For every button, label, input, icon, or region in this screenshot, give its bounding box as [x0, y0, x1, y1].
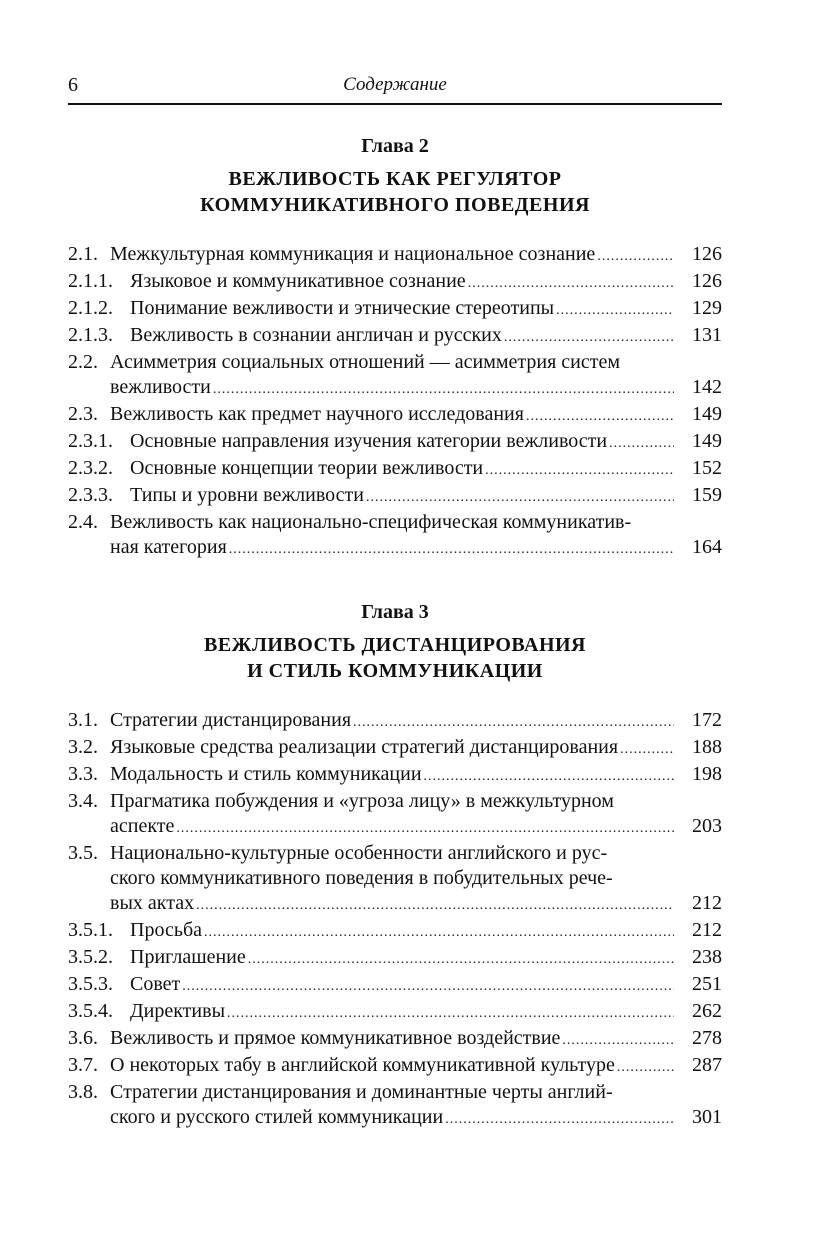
toc-entry-title: Национально-культурные особенности английского и рус- [110, 842, 608, 864]
toc-entry-page: 142 [692, 376, 722, 398]
toc-entry-page: 126 [692, 270, 722, 292]
dot-leader [353, 710, 674, 735]
toc-list [68, 242, 722, 562]
toc-entry-number: 3.5.3. [68, 973, 113, 995]
toc-entry [68, 708, 722, 735]
toc-entry-page: 149 [692, 403, 722, 425]
header-rule [68, 103, 722, 105]
toc-entry-body [110, 841, 676, 866]
toc-entry [68, 269, 722, 296]
toc-entry-number: 3.5. [68, 842, 98, 864]
toc-entry [68, 402, 722, 429]
toc-entry-body [130, 945, 676, 972]
dot-leader [204, 920, 674, 945]
dot-leader [468, 271, 674, 296]
toc-entry-title: Межкультурная коммуникация и национальное сознание [110, 243, 596, 265]
toc-entry-body [130, 296, 676, 323]
toc-entry-line [68, 510, 722, 535]
toc-entry-title: Прагматика побуждения и «угроза лицу» в межкультурном [110, 790, 614, 812]
toc-entry-page: 159 [692, 484, 722, 506]
toc-entry [68, 735, 722, 762]
toc-entry [68, 762, 722, 789]
toc-entry-title: Вежливость и прямое коммуникативное воздействие [110, 1027, 561, 1049]
toc-entry-body [110, 866, 676, 891]
toc-entry-title: Понимание вежливости и этнические стереотипы [130, 297, 555, 319]
toc-entry-body [110, 402, 676, 429]
toc-entry-number: 2.3. [68, 403, 98, 425]
toc-entry [68, 429, 722, 456]
toc-entry [68, 918, 722, 945]
toc-entry-page: 212 [692, 919, 722, 941]
toc-entry-page: 129 [692, 297, 722, 319]
toc-entry-line [68, 891, 722, 918]
toc-entry-number: 2.3.1. [68, 430, 113, 452]
page-number: 6 [68, 74, 78, 96]
toc-entry-page: 126 [692, 243, 722, 265]
toc-entry-title: вежливости [110, 376, 211, 398]
toc-entry-title: Основные направления изучения категории вежливости [130, 430, 608, 452]
toc-entry-body [110, 1053, 676, 1080]
toc-entry-number: 3.5.1. [68, 919, 113, 941]
toc-entry-line [68, 535, 722, 562]
toc-entry-body [110, 1080, 676, 1105]
chapter-title [68, 632, 722, 684]
chapter-label: Глава 2 [361, 135, 429, 157]
toc-entry-page: 149 [692, 430, 722, 452]
toc-entry-title: Языковые средства реализации стратегий дистанцирования [110, 736, 619, 758]
toc-entry-page: 262 [692, 1000, 722, 1022]
toc-entry-body [110, 708, 676, 735]
dot-leader [485, 458, 674, 483]
toc-entry-line [68, 866, 722, 891]
chapter-title-line: И СТИЛЬ КОММУНИКАЦИИ [247, 660, 543, 682]
dot-leader [176, 816, 674, 841]
chapter-label: Глава 3 [361, 601, 429, 623]
toc-entry-page: 212 [692, 892, 722, 914]
toc-entry [68, 510, 722, 562]
chapter-title-line: ВЕЖЛИВОСТЬ ДИСТАНЦИРОВАНИЯ [203, 634, 586, 656]
toc-entry-number: 2.1. [68, 243, 98, 265]
toc-entry-title: Вежливость в сознании англичан и русских [130, 324, 502, 346]
toc-entry-number: 3.5.2. [68, 946, 113, 968]
toc-entry-line [68, 789, 722, 814]
toc-entry [68, 483, 722, 510]
toc-entry-line [68, 1080, 722, 1105]
dot-leader [424, 764, 674, 789]
toc-entry-page: 164 [692, 536, 722, 558]
toc-entry-body [110, 762, 676, 789]
toc-entry-title: Стратегии дистанцирования [110, 709, 352, 731]
toc-entry-number: 2.3.3. [68, 484, 113, 506]
toc-entry-page: 188 [692, 736, 722, 758]
dot-leader [620, 737, 674, 762]
toc-entry-title: Вежливость как национально-специфическая коммуникатив- [110, 511, 632, 533]
dot-leader [609, 431, 674, 456]
toc-entry-title: ского коммуникативного поведения в побудительных рече- [110, 867, 613, 889]
toc-entry-line [68, 1105, 722, 1132]
dot-leader [196, 893, 674, 918]
toc-entry-title: аспекте [110, 815, 175, 837]
toc-entry-number: 3.4. [68, 790, 98, 812]
toc-entry-body [130, 483, 676, 510]
toc-entry-title: Языковое и коммуникативное сознание [130, 270, 466, 292]
toc-entry-number: 2.4. [68, 511, 98, 533]
toc-entry-page: 172 [692, 709, 722, 731]
toc-entry-body [130, 269, 676, 296]
toc-entry-body [130, 918, 676, 945]
dot-leader [556, 298, 674, 323]
dot-leader [213, 377, 674, 402]
toc-entry-title: Приглашение [130, 946, 246, 968]
dot-leader [227, 1001, 674, 1026]
toc-entry [68, 350, 722, 402]
running-title: Содержание [343, 74, 447, 95]
toc-entry-body [130, 429, 676, 456]
toc-entry-title: Директивы [130, 1000, 225, 1022]
toc-entry-body [110, 789, 676, 814]
toc-entry [68, 789, 722, 841]
toc-entry-page: 152 [692, 457, 722, 479]
toc-entry-number: 3.5.4. [68, 1000, 113, 1022]
toc-entry-page: 203 [692, 815, 722, 837]
toc-entry-number: 2.1.3. [68, 324, 113, 346]
toc-entry-title: О некоторых табу в английской коммуникативной культуре [110, 1054, 615, 1076]
toc-entry-title: Совет [130, 973, 181, 995]
toc-entry [68, 456, 722, 483]
toc-entry [68, 323, 722, 350]
toc-entry-title: Стратегии дистанцирования и доминантные черты англий- [110, 1081, 613, 1103]
dot-leader [526, 404, 674, 429]
toc-entry-page: 238 [692, 946, 722, 968]
chapter-title-line: ВЕЖЛИВОСТЬ КАК РЕГУЛЯТОР [228, 168, 562, 190]
toc-entry-title: Асимметрия социальных отношений — асимметрия систем [110, 351, 621, 373]
toc-entry [68, 945, 722, 972]
toc-entry [68, 1026, 722, 1053]
toc-entry-body [130, 999, 676, 1026]
toc-entry-body [130, 456, 676, 483]
toc-entry-body [110, 535, 676, 562]
toc-entry-body [130, 972, 676, 999]
toc-entry-body [130, 323, 676, 350]
toc-entry-body [110, 375, 676, 402]
toc-entry-title: Вежливость как предмет научного исследования [110, 403, 524, 425]
toc-entry-number: 3.7. [68, 1054, 98, 1076]
chapter-3-section [68, 600, 722, 1132]
toc-entry [68, 999, 722, 1026]
toc-entry-line [68, 841, 722, 866]
toc-entry-line [68, 814, 722, 841]
toc-entry-number: 3.3. [68, 763, 98, 785]
toc-entry-line [68, 375, 722, 402]
toc-entry-body [110, 350, 676, 375]
toc-entry [68, 1080, 722, 1132]
dot-leader [182, 974, 674, 999]
toc-entry-title: ского и русского стилей коммуникации [110, 1106, 444, 1128]
toc-entry-page: 198 [692, 763, 722, 785]
toc-entry-body [110, 510, 676, 535]
toc-entry [68, 296, 722, 323]
toc-entry-page: 251 [692, 973, 722, 995]
toc-entry [68, 242, 722, 269]
page-header [68, 74, 722, 104]
toc-entry-title: ная категория [110, 536, 227, 558]
toc-entry-number: 2.3.2. [68, 457, 113, 479]
chapter-title [68, 166, 722, 218]
toc-entry [68, 841, 722, 918]
dot-leader [617, 1055, 674, 1080]
dot-leader [562, 1028, 674, 1053]
toc-entry-number: 2.1.2. [68, 297, 113, 319]
toc-entry [68, 1053, 722, 1080]
toc-entry-number: 3.6. [68, 1027, 98, 1049]
toc-entry-page: 287 [692, 1054, 722, 1076]
dot-leader [366, 485, 674, 510]
toc-entry-page: 131 [692, 324, 722, 346]
dot-leader [229, 537, 674, 562]
toc-entry-body [110, 1105, 676, 1132]
chapter-title-line: КОММУНИКАТИВНОГО ПОВЕДЕНИЯ [200, 194, 590, 216]
toc-entry-body [110, 735, 676, 762]
toc-entry [68, 972, 722, 999]
toc-entry-title: Типы и уровни вежливости [130, 484, 364, 506]
chapter-2-section [68, 134, 722, 562]
toc-list [68, 708, 722, 1132]
dot-leader [445, 1107, 674, 1132]
toc-entry-line [68, 350, 722, 375]
toc-entry-number: 2.2. [68, 351, 98, 373]
toc-entry-title: Модальность и стиль коммуникации [110, 763, 422, 785]
toc-entry-title: вых актах [110, 892, 195, 914]
toc-entry-number: 2.1.1. [68, 270, 113, 292]
dot-leader [248, 947, 674, 972]
toc-entry-body [110, 242, 676, 269]
toc-entry-body [110, 1026, 676, 1053]
dot-leader [504, 325, 674, 350]
dot-leader [597, 244, 674, 269]
toc-entry-title: Просьба [130, 919, 202, 941]
toc-entry-body [110, 814, 676, 841]
toc-entry-title: Основные концепции теории вежливости [130, 457, 484, 479]
toc-entry-page: 301 [692, 1106, 722, 1128]
toc-entry-body [110, 891, 676, 918]
toc-entry-number: 3.2. [68, 736, 98, 758]
toc-entry-number: 3.8. [68, 1081, 98, 1103]
toc-entry-page: 278 [692, 1027, 722, 1049]
toc-entry-number: 3.1. [68, 709, 98, 731]
